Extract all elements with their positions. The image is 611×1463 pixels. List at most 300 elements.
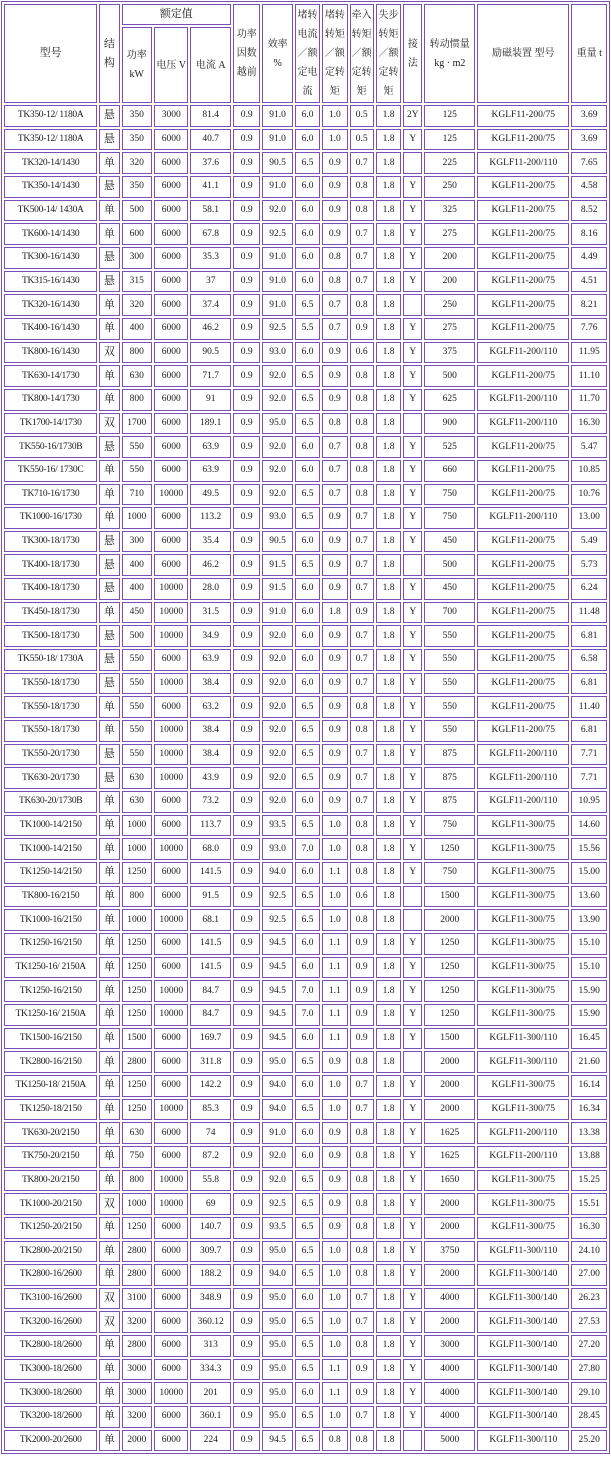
- cell-pullout-torque: 1.8: [376, 436, 401, 458]
- cell-locked-current: 6.0: [295, 957, 320, 979]
- cell-current: 74: [190, 1122, 231, 1144]
- cell-power-factor: 0.9: [233, 460, 260, 482]
- cell-pullin-torque: 0.8: [350, 460, 374, 482]
- cell-pullin-torque: 0.7: [350, 1311, 374, 1333]
- cell-inertia: 2000: [424, 1264, 475, 1286]
- cell-efficiency: 92.0: [262, 484, 292, 506]
- table-row: [4, 129, 607, 151]
- cell-inertia: 1625: [424, 1146, 475, 1168]
- cell-current: 40.7: [190, 129, 231, 151]
- cell-pullout-torque: 1.8: [376, 909, 401, 931]
- cell-exciter: KGLF11-200/75: [477, 460, 569, 482]
- cell-locked-current: 6.5: [295, 294, 320, 316]
- cell-exciter: KGLF11-200/75: [477, 696, 569, 718]
- cell-current: 360.1: [190, 1406, 231, 1428]
- cell-power: 630: [122, 1122, 152, 1144]
- cell-locked-torque: 0.9: [322, 767, 347, 789]
- cell-efficiency: 94.0: [262, 1075, 292, 1097]
- cell-power-factor: 0.9: [233, 507, 260, 529]
- table-row: [4, 1004, 607, 1026]
- cell-exciter: KGLF11-300/110: [477, 1051, 569, 1073]
- table-row: [4, 744, 607, 766]
- cell-efficiency: 94.5: [262, 1430, 292, 1452]
- cell-efficiency: 92.0: [262, 389, 292, 411]
- cell-exciter: KGLF11-300/75: [477, 1004, 569, 1026]
- cell-locked-current: 6.0: [295, 673, 320, 695]
- cell-current: 84.7: [190, 980, 231, 1002]
- cell-power-factor: 0.9: [233, 200, 260, 222]
- cell-efficiency: 92.0: [262, 744, 292, 766]
- cell-exciter: KGLF11-300/75: [477, 1075, 569, 1097]
- cell-current: 58.1: [190, 200, 231, 222]
- cell-power: 1250: [122, 1004, 152, 1026]
- cell-connection: 2Y: [403, 105, 422, 127]
- table-row: [4, 223, 607, 245]
- cell-power-factor: 0.9: [233, 1335, 260, 1357]
- cell-voltage: 6000: [154, 886, 188, 908]
- cell-model: TK400-18/1730: [4, 578, 97, 600]
- cell-voltage: 10000: [154, 578, 188, 600]
- cell-exciter: KGLF11-200/75: [477, 720, 569, 742]
- cell-weight: 13.00: [571, 507, 607, 529]
- cell-weight: 29.10: [571, 1382, 607, 1404]
- cell-voltage: 6000: [154, 200, 188, 222]
- cell-structure: 悬: [99, 271, 119, 293]
- cell-current: 68.0: [190, 838, 231, 860]
- cell-model: TK1250-16/ 2150A: [4, 957, 97, 979]
- cell-pullin-torque: 0.7: [350, 744, 374, 766]
- cell-locked-current: 6.5: [295, 1335, 320, 1357]
- cell-exciter: KGLF11-200/110: [477, 767, 569, 789]
- cell-voltage: 6000: [154, 957, 188, 979]
- cell-power-factor: 0.9: [233, 1382, 260, 1404]
- cell-pullin-torque: 0.9: [350, 1382, 374, 1404]
- cell-model: TK1250-14/2150: [4, 862, 97, 884]
- cell-exciter: KGLF11-200/110: [477, 1146, 569, 1168]
- cell-pullout-torque: 1.8: [376, 507, 401, 529]
- cell-power: 2800: [122, 1241, 152, 1263]
- cell-efficiency: 91.0: [262, 129, 292, 151]
- cell-voltage: 10000: [154, 484, 188, 506]
- cell-pullin-torque: 0.7: [350, 649, 374, 671]
- cell-pullin-torque: 0.7: [350, 791, 374, 813]
- cell-current: 360.12: [190, 1311, 231, 1333]
- cell-power-factor: 0.9: [233, 531, 260, 553]
- cell-connection: Y: [403, 1359, 422, 1381]
- cell-power-factor: 0.9: [233, 294, 260, 316]
- cell-locked-current: 6.0: [295, 649, 320, 671]
- cell-power-factor: 0.9: [233, 838, 260, 860]
- cell-model: TK2800-18/2600: [4, 1335, 97, 1357]
- cell-pullout-torque: 1.8: [376, 933, 401, 955]
- cell-locked-current: 6.5: [295, 1170, 320, 1192]
- cell-voltage: 6000: [154, 696, 188, 718]
- cell-power: 3200: [122, 1311, 152, 1333]
- cell-weight: 15.56: [571, 838, 607, 860]
- cell-weight: 7.76: [571, 318, 607, 340]
- cell-inertia: 500: [424, 365, 475, 387]
- cell-power: 630: [122, 365, 152, 387]
- cell-power-factor: 0.9: [233, 767, 260, 789]
- table-row: [4, 460, 607, 482]
- cell-current: 38.4: [190, 720, 231, 742]
- cell-exciter: KGLF11-200/75: [477, 247, 569, 269]
- cell-power: 550: [122, 649, 152, 671]
- cell-connection: Y: [403, 815, 422, 837]
- cell-locked-torque: 0.9: [322, 1051, 347, 1073]
- cell-model: TK400-16/1430: [4, 318, 97, 340]
- cell-efficiency: 93.0: [262, 838, 292, 860]
- cell-power-factor: 0.9: [233, 1311, 260, 1333]
- cell-locked-torque: 1.1: [322, 980, 347, 1002]
- header-pullin-torque: 牵入转矩／额定转矩: [350, 4, 374, 103]
- cell-voltage: 10000: [154, 767, 188, 789]
- cell-pullout-torque: 1.8: [376, 365, 401, 387]
- cell-connection: Y: [403, 744, 422, 766]
- cell-structure: 单: [99, 696, 119, 718]
- cell-pullout-torque: 1.8: [376, 744, 401, 766]
- cell-voltage: 10000: [154, 1193, 188, 1215]
- cell-weight: 7.71: [571, 744, 607, 766]
- cell-voltage: 10000: [154, 980, 188, 1002]
- cell-inertia: 750: [424, 815, 475, 837]
- cell-exciter: KGLF11-200/75: [477, 531, 569, 553]
- cell-current: 188.2: [190, 1264, 231, 1286]
- cell-connection: Y: [403, 1217, 422, 1239]
- cell-model: TK1000-16/2150: [4, 909, 97, 931]
- cell-power: 450: [122, 602, 152, 624]
- cell-model: TK400-18/1730: [4, 554, 97, 576]
- cell-voltage: 6000: [154, 318, 188, 340]
- cell-weight: 15.10: [571, 933, 607, 955]
- cell-exciter: KGLF11-300/75: [477, 815, 569, 837]
- cell-pullout-torque: 1.8: [376, 1264, 401, 1286]
- cell-locked-torque: 1.1: [322, 933, 347, 955]
- cell-connection: Y: [403, 602, 422, 624]
- cell-connection: Y: [403, 862, 422, 884]
- header-locked-torque: 堵转转矩／额定转矩: [322, 4, 347, 103]
- cell-voltage: 6000: [154, 1430, 188, 1452]
- cell-efficiency: 92.5: [262, 223, 292, 245]
- cell-power-factor: 0.9: [233, 1122, 260, 1144]
- table-row: [4, 1122, 607, 1144]
- cell-weight: 15.00: [571, 862, 607, 884]
- cell-locked-current: 6.5: [295, 909, 320, 931]
- cell-power-factor: 0.9: [233, 1170, 260, 1192]
- cell-pullin-torque: 0.6: [350, 886, 374, 908]
- cell-pullout-torque: 1.8: [376, 247, 401, 269]
- cell-efficiency: 91.0: [262, 176, 292, 198]
- cell-connection: Y: [403, 342, 422, 364]
- cell-locked-torque: 0.9: [322, 720, 347, 742]
- cell-connection: Y: [403, 507, 422, 529]
- cell-power: 550: [122, 720, 152, 742]
- cell-pullin-torque: 0.9: [350, 1004, 374, 1026]
- cell-power: 800: [122, 1170, 152, 1192]
- cell-model: TK1000-14/2150: [4, 815, 97, 837]
- cell-inertia: 2000: [424, 1217, 475, 1239]
- cell-connection: Y: [403, 1241, 422, 1263]
- header-exciter: 励磁装置 型号: [477, 4, 569, 103]
- cell-inertia: 550: [424, 720, 475, 742]
- cell-weight: 27.53: [571, 1311, 607, 1333]
- cell-locked-torque: 1.1: [322, 1004, 347, 1026]
- cell-voltage: 6000: [154, 1311, 188, 1333]
- cell-inertia: 250: [424, 294, 475, 316]
- cell-efficiency: 95.0: [262, 1335, 292, 1357]
- cell-pullin-torque: 0.8: [350, 720, 374, 742]
- cell-exciter: KGLF11-200/110: [477, 1122, 569, 1144]
- cell-pullout-torque: 1.8: [376, 1311, 401, 1333]
- cell-locked-torque: 1.0: [322, 886, 347, 908]
- cell-voltage: 6000: [154, 933, 188, 955]
- table-row: [4, 152, 607, 174]
- cell-model: TK550-18/1730: [4, 673, 97, 695]
- cell-locked-current: 6.5: [295, 1430, 320, 1452]
- cell-efficiency: 91.5: [262, 578, 292, 600]
- table-row: [4, 436, 607, 458]
- cell-pullout-torque: 1.8: [376, 413, 401, 435]
- cell-connection: Y: [403, 176, 422, 198]
- cell-locked-torque: 0.9: [322, 1170, 347, 1192]
- cell-model: TK600-14/1430: [4, 223, 97, 245]
- cell-power-factor: 0.9: [233, 1406, 260, 1428]
- cell-inertia: 1250: [424, 980, 475, 1002]
- cell-connection: Y: [403, 625, 422, 647]
- cell-connection: [403, 294, 422, 316]
- cell-locked-torque: 1.0: [322, 105, 347, 127]
- cell-structure: 悬: [99, 649, 119, 671]
- cell-locked-current: 6.0: [295, 200, 320, 222]
- cell-inertia: 750: [424, 484, 475, 506]
- cell-weight: 10.76: [571, 484, 607, 506]
- cell-weight: 28.45: [571, 1406, 607, 1428]
- cell-pullin-torque: 0.7: [350, 223, 374, 245]
- cell-locked-current: 6.5: [295, 1051, 320, 1073]
- cell-inertia: 325: [424, 200, 475, 222]
- cell-pullout-torque: 1.8: [376, 720, 401, 742]
- cell-inertia: 500: [424, 554, 475, 576]
- table-row: [4, 720, 607, 742]
- cell-voltage: 10000: [154, 602, 188, 624]
- cell-voltage: 10000: [154, 1170, 188, 1192]
- cell-locked-torque: 1.0: [322, 1264, 347, 1286]
- table-row: [4, 791, 607, 813]
- table-row: [4, 507, 607, 529]
- cell-exciter: KGLF11-200/75: [477, 554, 569, 576]
- header-current: 电流 A: [190, 27, 231, 103]
- cell-exciter: KGLF11-300/140: [477, 1311, 569, 1333]
- cell-structure: 悬: [99, 129, 119, 151]
- cell-locked-torque: 0.9: [322, 744, 347, 766]
- cell-pullout-torque: 1.8: [376, 1075, 401, 1097]
- cell-power: 320: [122, 294, 152, 316]
- cell-voltage: 10000: [154, 838, 188, 860]
- cell-model: TK1000-14/2150: [4, 838, 97, 860]
- cell-connection: Y: [403, 578, 422, 600]
- cell-locked-torque: 1.1: [322, 1359, 347, 1381]
- cell-locked-torque: 0.9: [322, 389, 347, 411]
- cell-power: 750: [122, 1146, 152, 1168]
- cell-locked-torque: 1.0: [322, 1241, 347, 1263]
- cell-model: TK550-18/1730: [4, 696, 97, 718]
- cell-exciter: KGLF11-300/75: [477, 1099, 569, 1121]
- cell-structure: 单: [99, 294, 119, 316]
- cell-efficiency: 90.5: [262, 531, 292, 553]
- cell-inertia: 450: [424, 531, 475, 553]
- cell-model: TK2800-20/2150: [4, 1241, 97, 1263]
- cell-inertia: 2000: [424, 909, 475, 931]
- cell-inertia: 250: [424, 176, 475, 198]
- cell-inertia: 875: [424, 791, 475, 813]
- header-power-factor: 功率因数越前: [233, 4, 260, 103]
- cell-pullin-torque: 0.7: [350, 271, 374, 293]
- cell-exciter: KGLF11-300/75: [477, 1193, 569, 1215]
- cell-inertia: 1625: [424, 1122, 475, 1144]
- cell-inertia: 1250: [424, 838, 475, 860]
- cell-power-factor: 0.9: [233, 649, 260, 671]
- cell-pullin-torque: 0.8: [350, 389, 374, 411]
- cell-pullout-torque: 1.8: [376, 673, 401, 695]
- cell-efficiency: 92.0: [262, 625, 292, 647]
- cell-locked-torque: 1.0: [322, 1406, 347, 1428]
- cell-power: 3100: [122, 1288, 152, 1310]
- cell-model: TK2800-16/2600: [4, 1264, 97, 1286]
- cell-pullin-torque: 0.7: [350, 1099, 374, 1121]
- cell-efficiency: 91.0: [262, 247, 292, 269]
- cell-power-factor: 0.9: [233, 318, 260, 340]
- table-row: [4, 980, 607, 1002]
- cell-model: TK450-18/1730: [4, 602, 97, 624]
- cell-power-factor: 0.9: [233, 1241, 260, 1263]
- cell-locked-torque: 0.9: [322, 342, 347, 364]
- cell-locked-current: 6.0: [295, 933, 320, 955]
- cell-exciter: KGLF11-200/75: [477, 105, 569, 127]
- cell-connection: Y: [403, 129, 422, 151]
- cell-efficiency: 95.0: [262, 1382, 292, 1404]
- cell-pullin-torque: 0.8: [350, 696, 374, 718]
- cell-voltage: 6000: [154, 791, 188, 813]
- cell-structure: 单: [99, 389, 119, 411]
- cell-weight: 11.95: [571, 342, 607, 364]
- cell-voltage: 6000: [154, 294, 188, 316]
- cell-power-factor: 0.9: [233, 436, 260, 458]
- cell-power-factor: 0.9: [233, 1217, 260, 1239]
- cell-structure: 单: [99, 365, 119, 387]
- cell-structure: 悬: [99, 744, 119, 766]
- cell-inertia: 450: [424, 578, 475, 600]
- table-row: [4, 1075, 607, 1097]
- cell-structure: 悬: [99, 436, 119, 458]
- cell-structure: 单: [99, 980, 119, 1002]
- cell-pullout-torque: 1.8: [376, 1382, 401, 1404]
- table-row: [4, 413, 607, 435]
- cell-power: 1000: [122, 838, 152, 860]
- cell-structure: 单: [99, 602, 119, 624]
- cell-power-factor: 0.9: [233, 484, 260, 506]
- header-power: 功率 kW: [122, 27, 152, 103]
- cell-efficiency: 92.0: [262, 767, 292, 789]
- cell-locked-current: 6.5: [295, 507, 320, 529]
- cell-model: TK315-16/1430: [4, 271, 97, 293]
- cell-voltage: 6000: [154, 389, 188, 411]
- table-row: [4, 1335, 607, 1357]
- cell-pullout-torque: 1.8: [376, 649, 401, 671]
- cell-pullin-torque: 0.8: [350, 1430, 374, 1452]
- cell-model: TK350-12/ 1180A: [4, 129, 97, 151]
- cell-power-factor: 0.9: [233, 862, 260, 884]
- cell-connection: Y: [403, 980, 422, 1002]
- cell-structure: 单: [99, 1099, 119, 1121]
- cell-pullout-torque: 1.8: [376, 554, 401, 576]
- cell-power-factor: 0.9: [233, 554, 260, 576]
- cell-weight: 11.48: [571, 602, 607, 624]
- table-row: [4, 200, 607, 222]
- cell-pullin-torque: 0.9: [350, 1028, 374, 1050]
- cell-current: 90.5: [190, 342, 231, 364]
- cell-model: TK2800-16/2150: [4, 1051, 97, 1073]
- cell-locked-current: 6.0: [295, 1028, 320, 1050]
- cell-inertia: 550: [424, 625, 475, 647]
- cell-efficiency: 91.0: [262, 1122, 292, 1144]
- cell-inertia: 275: [424, 223, 475, 245]
- cell-efficiency: 92.0: [262, 649, 292, 671]
- cell-pullin-torque: 0.8: [350, 365, 374, 387]
- cell-connection: Y: [403, 318, 422, 340]
- cell-weight: 6.24: [571, 578, 607, 600]
- cell-weight: 6.81: [571, 673, 607, 695]
- cell-connection: Y: [403, 1146, 422, 1168]
- cell-structure: 单: [99, 933, 119, 955]
- cell-exciter: KGLF11-300/75: [477, 862, 569, 884]
- cell-weight: 14.60: [571, 815, 607, 837]
- cell-locked-torque: 1.1: [322, 1382, 347, 1404]
- cell-voltage: 10000: [154, 673, 188, 695]
- cell-power-factor: 0.9: [233, 815, 260, 837]
- cell-power-factor: 0.9: [233, 1099, 260, 1121]
- cell-power: 1250: [122, 1099, 152, 1121]
- cell-locked-torque: 0.7: [322, 318, 347, 340]
- cell-connection: Y: [403, 933, 422, 955]
- cell-power-factor: 0.9: [233, 886, 260, 908]
- cell-pullin-torque: 0.8: [350, 200, 374, 222]
- cell-weight: 5.73: [571, 554, 607, 576]
- cell-model: TK1000-20/2150: [4, 1193, 97, 1215]
- cell-power: 2800: [122, 1335, 152, 1357]
- cell-inertia: 125: [424, 105, 475, 127]
- cell-locked-current: 6.5: [295, 1359, 320, 1381]
- cell-exciter: KGLF11-200/75: [477, 318, 569, 340]
- cell-inertia: 875: [424, 767, 475, 789]
- cell-inertia: 1500: [424, 886, 475, 908]
- cell-structure: 单: [99, 1051, 119, 1073]
- cell-power: 350: [122, 176, 152, 198]
- table-row: [4, 342, 607, 364]
- cell-power: 1000: [122, 815, 152, 837]
- cell-locked-current: 6.0: [295, 862, 320, 884]
- cell-pullout-torque: 1.8: [376, 1335, 401, 1357]
- cell-efficiency: 94.0: [262, 1099, 292, 1121]
- cell-power: 550: [122, 460, 152, 482]
- cell-pullin-torque: 0.9: [350, 933, 374, 955]
- cell-exciter: KGLF11-300/75: [477, 886, 569, 908]
- cell-exciter: KGLF11-200/75: [477, 271, 569, 293]
- cell-pullin-torque: 0.8: [350, 1122, 374, 1144]
- cell-model: TK630-20/1730B: [4, 791, 97, 813]
- cell-pullin-torque: 0.9: [350, 318, 374, 340]
- cell-locked-current: 5.5: [295, 318, 320, 340]
- cell-power: 1700: [122, 413, 152, 435]
